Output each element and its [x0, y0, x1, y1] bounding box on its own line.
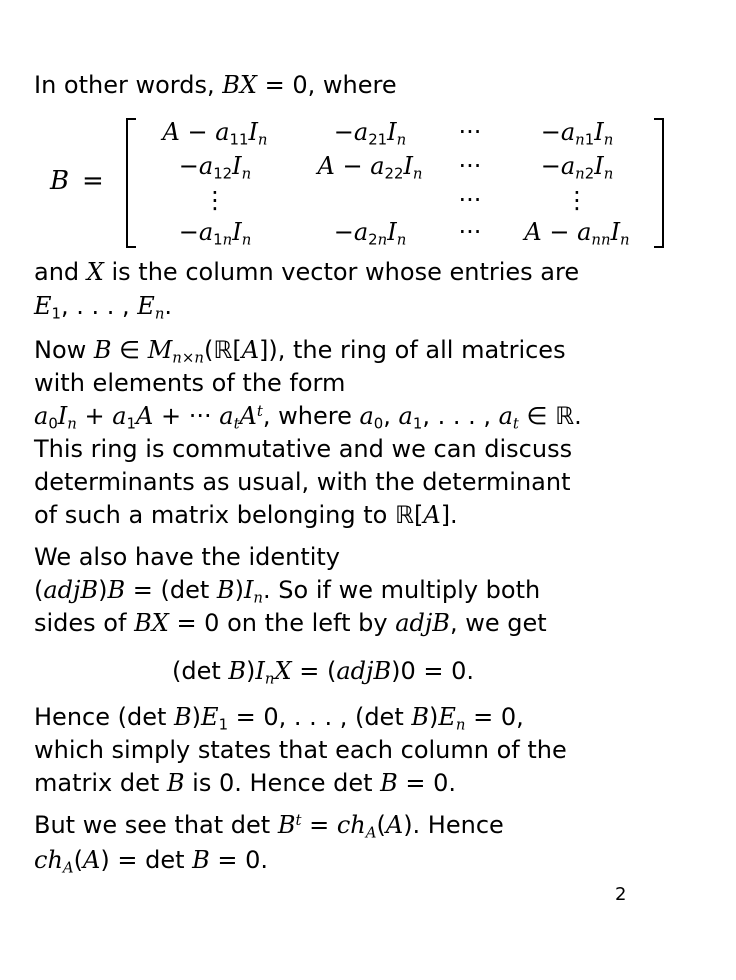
- right-bracket: [654, 118, 664, 248]
- matrix-cell-2-3: ···: [458, 152, 482, 180]
- matrix-cell-1-2: $-a_{21}I_n$: [333, 118, 407, 149]
- matrix-b: [50, 116, 670, 248]
- matrix-equals-sign: =: [82, 166, 104, 196]
- paragraph-2-line-4: This ring is commutative and we can discuss: [34, 435, 573, 463]
- matrix-cell-4-3: ···: [458, 218, 482, 246]
- paragraph-5-line-2: $ch_A(A) = \det B = 0$.: [34, 846, 269, 877]
- paragraph-4-line-2: which simply states that each column of the: [34, 736, 567, 764]
- paragraph-3-line-3: sides of BX = 0 on the left by adjB, we get: [34, 609, 547, 637]
- matrix-cell-1-4: $-a_{n1}I_n$: [540, 118, 614, 149]
- paragraph-2-line-2: with elements of the form: [34, 369, 346, 397]
- matrix-cell-3-4: ⋮: [565, 186, 589, 214]
- matrix-cell-2-4: $-a_{n2}I_n$: [540, 152, 614, 183]
- matrix-cell-1-3: ···: [458, 118, 482, 146]
- paragraph-2-line-5: determinants as usual, with the determinant: [34, 468, 571, 496]
- matrix-cell-4-1: $-a_{1n}I_n$: [178, 218, 252, 249]
- left-bracket: [126, 118, 136, 248]
- matrix-cell-2-2: $A - a_{22}I_n$: [317, 152, 423, 183]
- matrix-cell-4-4: $A - a_{nn}I_n$: [524, 218, 630, 249]
- paragraph-4-line-1: Hence (det $B)E_1 = 0$, . . . , (det $B)E_n = 0$,: [34, 703, 524, 734]
- display-equation: (det $B)I_nX$ = (adjB)0 = 0.: [172, 657, 474, 688]
- paragraph-3-line-1: We also have the identity: [34, 543, 341, 571]
- paragraph-2-line-1: Now B ∈ $M_{n\times n}(ℝ[A])$, the ring of all matrices: [34, 336, 566, 367]
- matrix-cell-3-3: ···: [458, 186, 482, 214]
- page-number: 2: [615, 884, 627, 905]
- paragraph-4-line-3: matrix det B is 0. Hence det B = 0.: [34, 769, 457, 797]
- paragraph-2-line-3: $a_0I_n + a_1A$ + ··· $a_tA^t$, where $a_0$, $a_1$, . . . , $a_t$ ∈ ℝ.: [34, 401, 582, 433]
- matrix-cell-4-2: $-a_{2n}I_n$: [333, 218, 407, 249]
- matrix-label: B: [50, 166, 70, 196]
- matrix-cell-1-1: $A - a_{11}I_n$: [162, 118, 268, 149]
- paragraph-1-line-2: $E_1$, . . . , $E_n$.: [34, 292, 173, 323]
- intro-line-rendered: In other words, BX = 0, where: [34, 71, 397, 99]
- matrix-cell-2-1: $-a_{12}I_n$: [178, 152, 252, 183]
- paragraph-3-line-2: (adjB)B = (det $B)I_n$. So if we multiply both: [34, 576, 541, 607]
- paragraph-2-line-6: of such a matrix belonging to ℝ[A].: [34, 501, 458, 529]
- paragraph-1-line-1: and X is the column vector whose entries are: [34, 258, 580, 286]
- matrix-cell-3-1: ⋮: [203, 186, 227, 214]
- paragraph-5-line-1: But we see that $\det B^t = ch_A(A)$. Hence: [34, 810, 504, 842]
